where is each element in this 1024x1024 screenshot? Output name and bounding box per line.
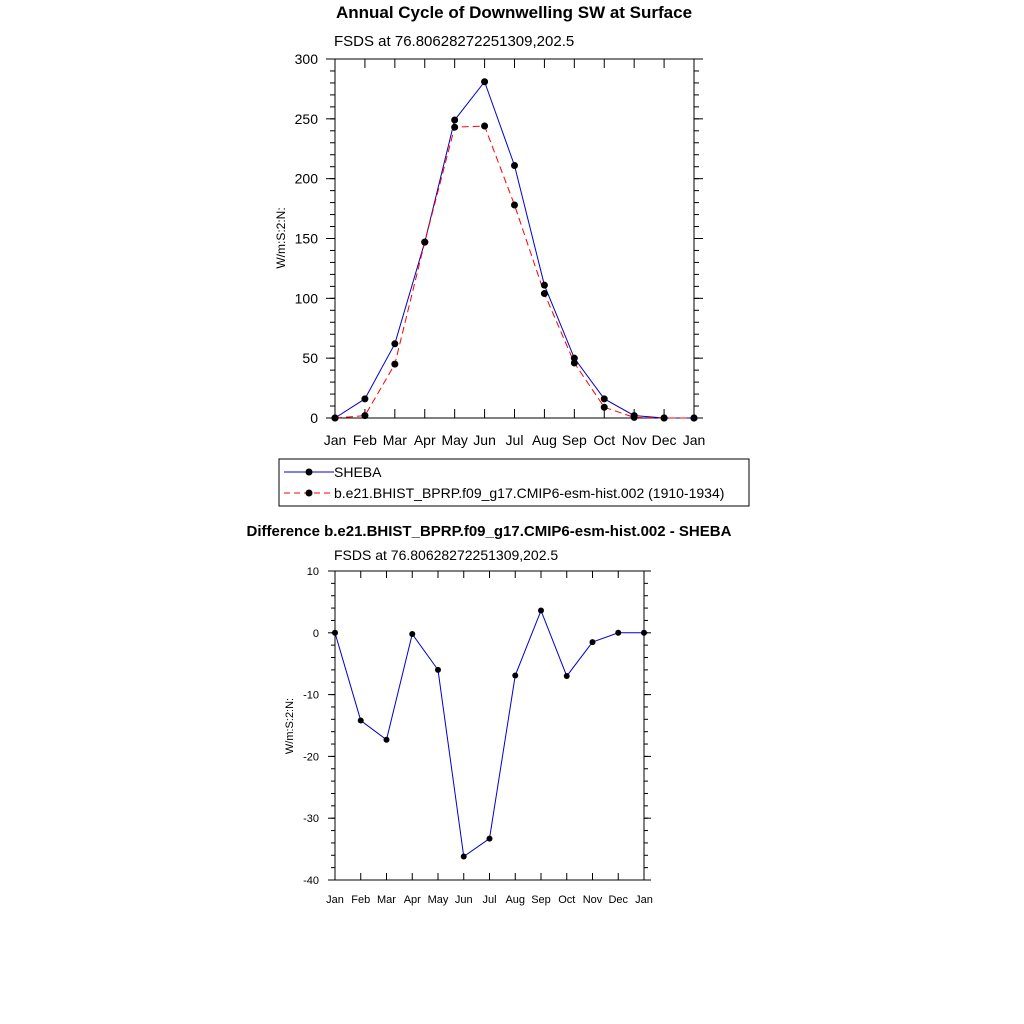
legend-marker-model [306, 490, 313, 497]
y-tick-label: 300 [294, 51, 318, 67]
data-point-series-0 [461, 854, 467, 860]
x-tick-label: Jun [454, 894, 473, 906]
x-tick-label: Mar [382, 432, 407, 448]
top-chart-ticks [295, 51, 706, 448]
top-chart-title: Annual Cycle of Downwelling SW at Surface [335, 3, 693, 22]
data-point-series-0 [601, 395, 608, 402]
x-tick-label: Nov [621, 432, 647, 448]
data-point-series-0 [332, 630, 338, 636]
y-tick-label: -10 [303, 689, 319, 702]
data-point-series-0 [641, 630, 647, 636]
series-line-0 [335, 611, 644, 857]
x-tick-label: Jun [473, 432, 496, 448]
x-tick-label: Feb [351, 894, 371, 906]
data-point-series-0 [564, 673, 570, 679]
legend-marker-sheba [306, 469, 313, 476]
data-point-series-1 [421, 239, 428, 246]
x-tick-label: Aug [531, 432, 557, 448]
data-point-series-0 [538, 608, 544, 614]
data-point-series-0 [590, 639, 596, 645]
x-tick-label: Jan [682, 432, 706, 448]
data-point-series-1 [571, 359, 578, 366]
data-point-series-1 [391, 361, 398, 368]
bottom-chart-plot-frame [335, 571, 644, 880]
data-point-series-0 [481, 78, 488, 85]
x-tick-label: Oct [593, 432, 616, 448]
x-tick-label: Dec [651, 432, 677, 448]
data-point-series-0 [409, 631, 415, 637]
data-point-series-1 [451, 124, 458, 131]
data-point-series-1 [661, 415, 668, 422]
x-tick-label: May [441, 432, 468, 448]
top-chart-legend [279, 459, 749, 506]
bottom-chart [247, 523, 732, 906]
top-chart [274, 3, 749, 506]
x-tick-label: Aug [505, 894, 526, 906]
y-tick-label: 0 [310, 410, 318, 426]
data-point-series-0 [358, 718, 364, 724]
top-chart-series [332, 78, 698, 421]
data-point-series-0 [541, 282, 548, 289]
top-chart-plot-frame [335, 59, 694, 418]
data-point-series-1 [511, 201, 518, 208]
y-tick-label: 200 [294, 170, 318, 187]
x-tick-label: Apr [413, 432, 436, 448]
data-point-series-0 [384, 737, 390, 743]
y-tick-label: 0 [312, 627, 319, 640]
data-point-series-1 [541, 290, 548, 297]
legend-label-sheba: SHEBA [334, 464, 382, 480]
data-point-series-0 [391, 340, 398, 347]
data-point-series-0 [435, 667, 441, 673]
data-point-series-0 [512, 672, 518, 678]
legend-label-model: b.e21.BHIST_BPRP.f09_g17.CMIP6-esm-hist.002 (1910-1934) [334, 485, 725, 501]
y-tick-label: 150 [294, 230, 318, 247]
top-chart-ylabel: W/m:S:2:N: [274, 207, 288, 269]
top-chart-subtitle: FSDS at 76.80628272251309,202.5 [334, 33, 575, 50]
x-tick-label: Jul [482, 894, 497, 906]
x-tick-label: Dec [608, 894, 629, 906]
data-point-series-0 [361, 395, 368, 402]
data-point-series-1 [361, 412, 368, 419]
data-point-series-0 [615, 630, 621, 636]
y-tick-label: 100 [294, 290, 318, 307]
y-tick-label: -40 [303, 875, 319, 887]
bottom-chart-ticks [303, 566, 653, 906]
x-tick-label: Jan [323, 432, 347, 448]
y-tick-label: 50 [302, 350, 318, 367]
y-tick-label: -20 [303, 751, 319, 764]
bottom-chart-series [332, 608, 647, 860]
x-tick-label: May [427, 894, 449, 906]
data-point-series-1 [631, 414, 638, 421]
x-tick-label: Nov [582, 894, 603, 906]
x-tick-label: Apr [403, 894, 421, 906]
data-point-series-1 [691, 415, 698, 422]
x-tick-label: Jan [326, 894, 344, 906]
series-line-1 [335, 126, 694, 418]
x-tick-label: Oct [558, 894, 576, 906]
y-tick-label: 10 [306, 566, 319, 578]
data-point-series-1 [332, 415, 339, 422]
data-point-series-1 [481, 123, 488, 130]
bottom-chart-ylabel: W/m:S:2:N: [284, 697, 296, 755]
x-tick-label: Jan [635, 894, 653, 906]
x-tick-label: Sep [531, 894, 551, 906]
bottom-chart-title: Difference b.e21.BHIST_BPRP.f09_g17.CMIP6-esm-hist.002 - SHEBA [246, 523, 732, 540]
bottom-chart-subtitle: FSDS at 76.80628272251309,202.5 [334, 547, 559, 563]
data-point-series-0 [487, 836, 493, 842]
x-tick-label: Jul [505, 432, 524, 448]
y-tick-label: 250 [294, 110, 318, 127]
data-point-series-1 [601, 404, 608, 411]
x-tick-label: Mar [377, 894, 396, 906]
series-line-0 [335, 82, 694, 418]
data-point-series-0 [511, 162, 518, 169]
x-tick-label: Sep [561, 432, 587, 448]
data-point-series-0 [451, 117, 458, 124]
x-tick-label: Feb [352, 432, 377, 448]
y-tick-label: -30 [303, 813, 319, 826]
